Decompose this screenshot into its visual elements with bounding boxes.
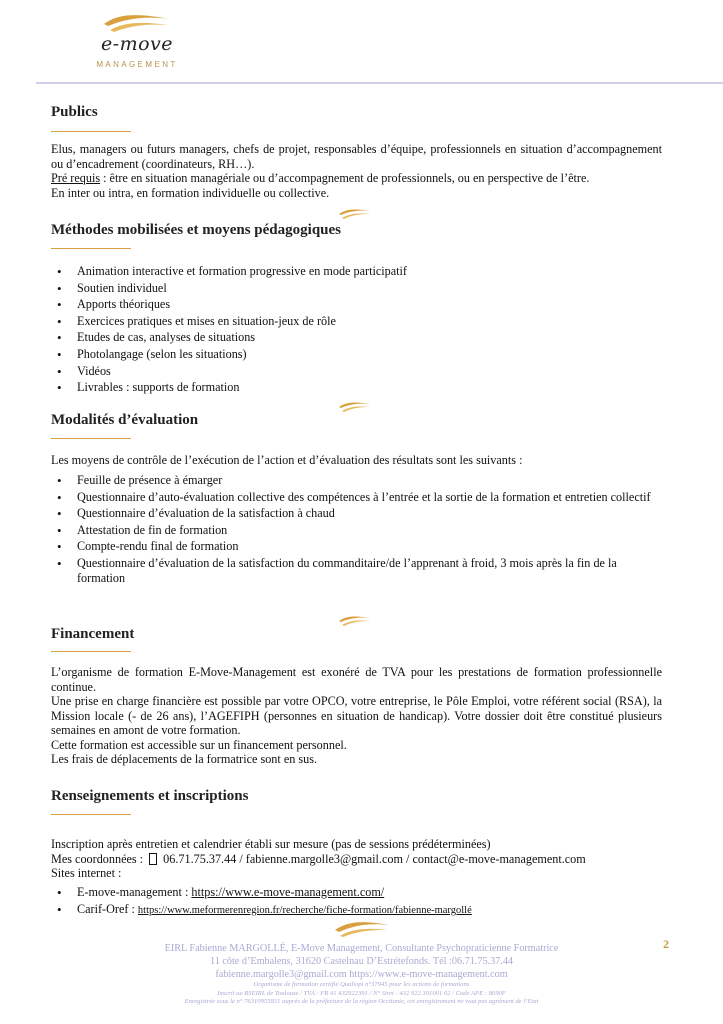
title-underline: [51, 651, 131, 652]
list-item: [51, 885, 666, 900]
title-underline: [51, 814, 131, 815]
footer-certification: Organisme de formation certifié Qualiopi n°37945 pour les actions de formations: [253, 981, 470, 988]
section-title-renseignements: Renseignements et inscriptions: [51, 788, 249, 804]
evaluation-list: [51, 473, 666, 588]
footer-logo-swoosh-icon: [333, 918, 391, 938]
publics-paragraph: Elus, managers ou futurs managers, chefs de projet, responsables d’équipe, professionnels en situation d’accompagnement ou d’encadrement (coordinateurs, RH…).: [51, 142, 662, 171]
list-item: • Vidéos: [51, 364, 666, 379]
list-item: • Livrables : supports de formation: [51, 380, 666, 395]
page-header: [0, 0, 723, 86]
list-item: • Apports théoriques: [51, 297, 666, 312]
footer-company: EIRL Fabienne MARGOLLÉ, E-Move Management, Consultante Psychopraticienne Formatrice: [164, 943, 559, 954]
section-title-financement: Financement: [51, 626, 135, 642]
site-label: E-move-management :: [77, 885, 192, 899]
site-link-carif-oref[interactable]: https://www.meformerenregion.fr/recherche/fiche-formation/fabienne-margollé: [137, 904, 472, 916]
list-item: • Compte-rendu final de formation: [51, 539, 666, 554]
list-item: • Questionnaire d’évaluation de la satisfaction du commanditaire/de l’apprenant à froid, 3 mois après la fin de la formation: [51, 556, 666, 586]
header-rule: [36, 82, 723, 84]
page-footer: [0, 918, 723, 1007]
list-item: • Animation interactive et formation progressive en mode participatif: [51, 264, 666, 279]
renseignements-text: [51, 837, 666, 881]
list-item: • Feuille de présence à émarger: [51, 473, 666, 488]
financement-text: [51, 665, 662, 767]
publics-text: [51, 142, 662, 200]
page-number: 2: [663, 937, 669, 951]
financement-paragraph: Les frais de déplacements de la formatrice sont en sus.: [51, 752, 317, 766]
financement-paragraph: Cette formation est accessible sur un financement personnel.: [51, 737, 347, 752]
section-title-methodes: Méthodes mobilisées et moyens pédagogiques: [51, 222, 341, 238]
footer-address: 11 côte d’Embalens, 31620 Castelnau D’Estrétefonds. Tél :06.71.75.37.44: [209, 956, 514, 967]
list-item: • Attestation de fin de formation: [51, 523, 666, 538]
title-underline: [51, 248, 131, 249]
prerequisites-text: : être en situation managériale ou d’accompagnement de professionnels, ou en perspective de l’être.: [100, 171, 590, 185]
list-item: • Questionnaire d’auto-évaluation collective des compétences à l’entrée et la sortie de la formation et entretien collectif: [51, 490, 666, 505]
title-underline: [51, 438, 131, 439]
title-underline: [51, 131, 131, 132]
contact-value: 06.71.75.37.44 / fabienne.margolle3@gmail.com / contact@e-move-management.com: [160, 851, 586, 866]
list-item: • Etudes de cas, analyses de situations: [51, 330, 666, 345]
logo-name: e-move: [100, 33, 174, 55]
list-item: [51, 902, 666, 918]
prerequisites-label: Pré requis: [51, 171, 101, 185]
prerequisites-line: [51, 171, 662, 186]
footer-prefecture: Enregistrée sous le n° 76310955831 auprès de la préfecture de la région Occitanie, cet enregistrement ne vaut pas agrément de l’Etat: [184, 998, 539, 1005]
logo-subtitle: MANAGEMENT: [96, 60, 178, 69]
footer-contacts: fabienne.margolle3@gmail.com https://www.e-move-management.com: [215, 969, 508, 980]
financement-paragraph: Une prise en charge financière est possible par votre OPCO, votre entreprise, le Pôle Emploi, votre référent social (RSA), la Mission locale (- de 26 ans), l’AGEFIPH (personnes en situation de handicap). Votre dossier doit être constitué plusieurs semaines en amont de votre formation.: [51, 694, 662, 737]
section-title-evaluation: Modalités d’évaluation: [51, 412, 199, 428]
sites-label: Sites internet :: [51, 866, 122, 880]
sites-list: [51, 885, 666, 919]
format-line: En inter ou intra, en formation individuelle ou collective.: [51, 185, 330, 200]
logo-swoosh-icon: [102, 10, 172, 34]
contact-line: [51, 852, 666, 867]
swoosh-divider-icon: [338, 207, 372, 219]
swoosh-divider-icon: [338, 614, 372, 626]
company-logo: [92, 8, 182, 72]
list-item: • Soutien individuel: [51, 281, 666, 296]
site-label: Carif-Oref :: [77, 901, 138, 916]
list-item: • Questionnaire d’évaluation de la satisfaction à chaud: [51, 506, 666, 521]
evaluation-lead: Les moyens de contrôle de l’exécution de l’action et d’évaluation des résultats sont les suivants :: [51, 453, 523, 467]
list-item: • Photolangage (selon les situations): [51, 347, 666, 362]
financement-paragraph: L’organisme de formation E-Move-Management est exonéré de TVA pour les prestations de formation professionnelle continue.: [51, 665, 662, 694]
site-link-emove[interactable]: https://www.e-move-management.com/: [191, 885, 385, 899]
list-item: • Exercices pratiques et mises en situation-jeux de rôle: [51, 314, 666, 329]
footer-registration: Inscrit au RSEIRL de Toulouse / TVA : FR 41 432922391 / N° Siret : 432 922 391001 02 / Code APE : 8690F: [217, 989, 506, 997]
swoosh-divider-icon: [338, 400, 372, 412]
inscription-line: Inscription après entretien et calendrier établi sur mesure (pas de sessions prédéterminées): [51, 837, 491, 851]
phone-icon: [149, 853, 157, 865]
methodes-list: [51, 264, 666, 397]
contact-label: Mes coordonnées :: [51, 851, 147, 866]
section-title-publics: Publics: [51, 104, 98, 120]
